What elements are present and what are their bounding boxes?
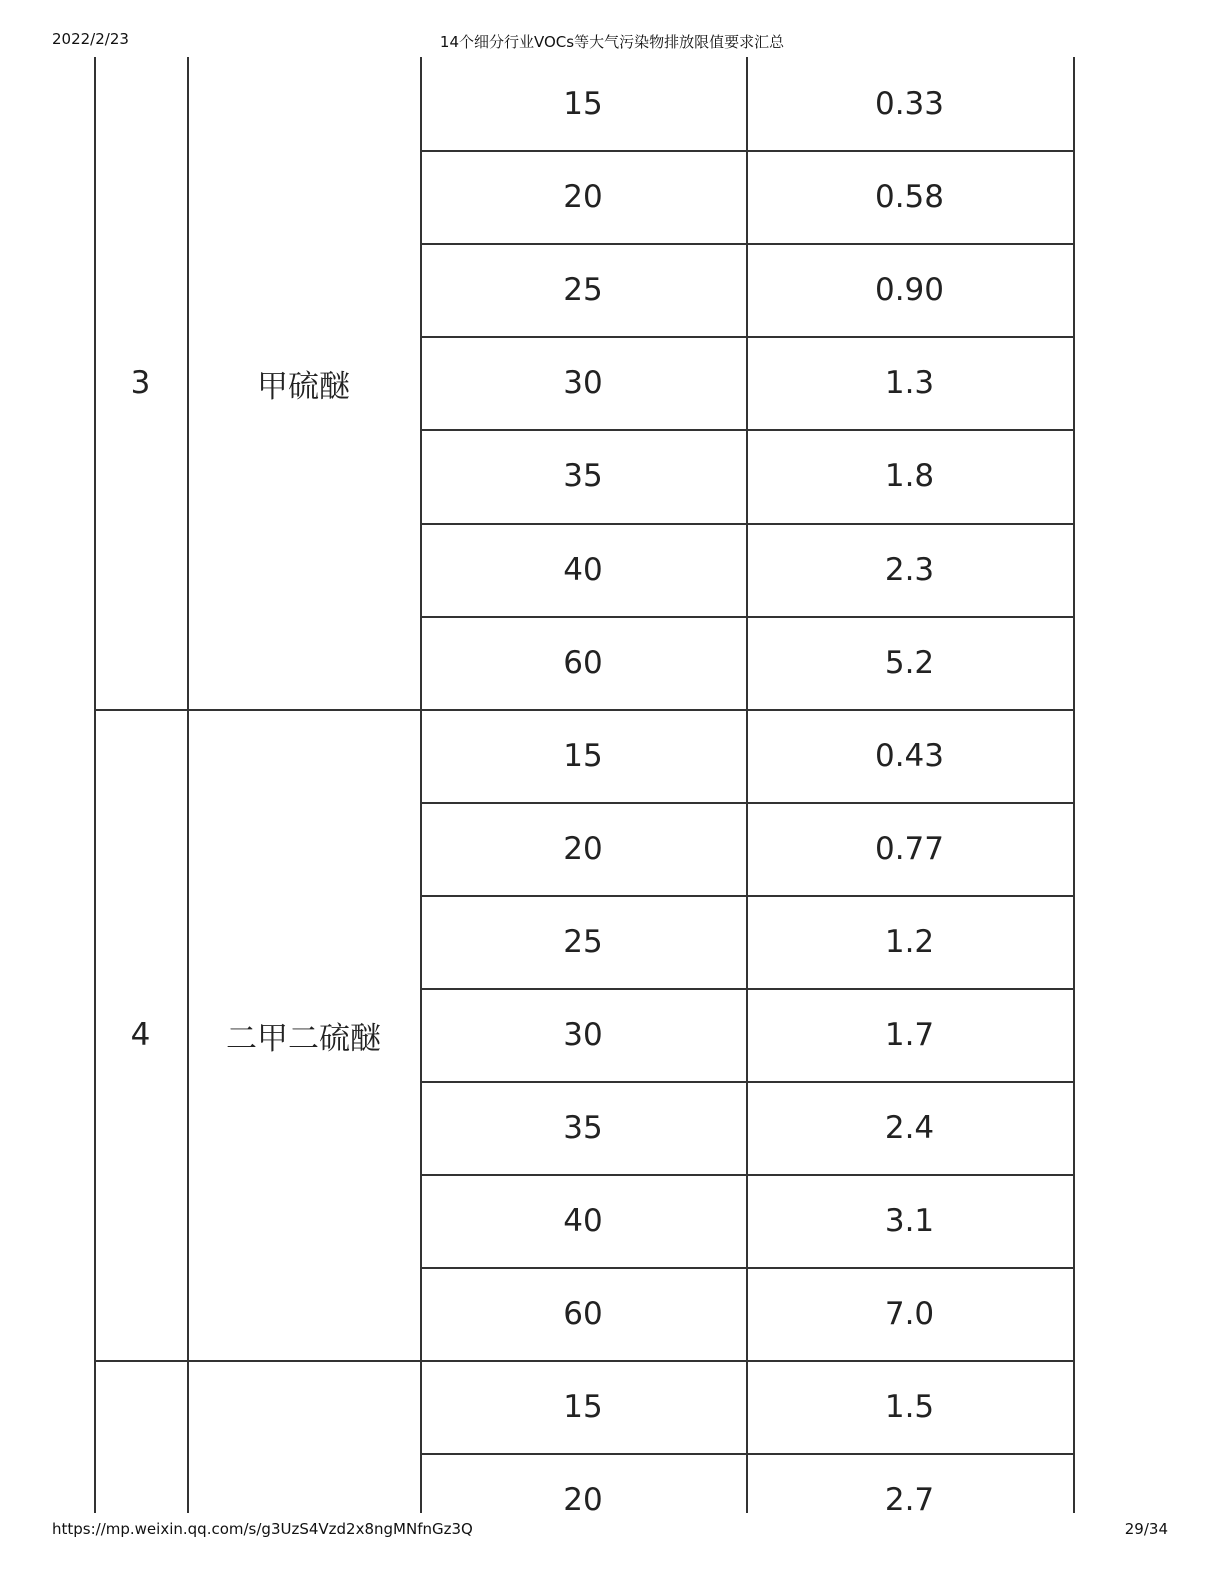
stack-height-cell: 35	[563, 457, 603, 494]
emission-rate-cell: 1.7	[884, 1016, 935, 1053]
stack-height-cell: 40	[563, 551, 603, 588]
pollutant-name-cell: 二甲二硫醚	[226, 1020, 381, 1057]
stack-height-cell: 20	[563, 1481, 603, 1513]
emission-rate-cell: 2.4	[884, 1109, 935, 1146]
emission-rate-cell: 0.90	[874, 271, 945, 308]
stack-height-cell: 60	[563, 1295, 603, 1332]
serial-number-cell: 4	[130, 1017, 151, 1053]
emission-rate-cell: 0.58	[874, 178, 945, 215]
serial-number-cell: 3	[130, 365, 151, 401]
emission-rate-cell: 2.7	[884, 1481, 935, 1513]
emission-rate-cell: 0.43	[874, 737, 945, 774]
pollutant-name-cell	[187, 1360, 420, 1513]
emission-rate-cell: 1.2	[884, 923, 935, 960]
stack-height-cell: 15	[563, 85, 603, 122]
pollutant-name-cell: 甲硫醚	[257, 368, 350, 405]
emission-limits-table	[94, 57, 1075, 1513]
serial-number-cell	[94, 1360, 187, 1513]
emission-rate-cell: 0.77	[874, 830, 945, 867]
emission-rate-cell: 7.0	[884, 1295, 935, 1332]
stack-height-cell: 25	[563, 271, 603, 308]
header-title: 14个细分行业VOCs等大气污染物排放限值要求汇总	[439, 33, 785, 51]
emission-rate-cell: 1.3	[884, 364, 935, 401]
stack-height-cell: 30	[563, 364, 603, 401]
emission-rate-cell: 3.1	[884, 1202, 935, 1239]
header-date: 2022/2/23	[52, 30, 129, 48]
page-number: 29/34	[1124, 1520, 1168, 1538]
emission-rate-cell: 1.5	[884, 1388, 935, 1425]
stack-height-cell: 15	[563, 1388, 603, 1425]
stack-height-cell: 25	[563, 923, 603, 960]
stack-height-cell: 15	[563, 737, 603, 774]
emission-rate-cell: 2.3	[884, 551, 935, 588]
table-column-border	[1073, 57, 1075, 1513]
stack-height-cell: 30	[563, 1016, 603, 1053]
emission-rate-cell: 5.2	[884, 644, 935, 681]
emission-rate-cell: 1.8	[884, 457, 935, 494]
stack-height-cell: 35	[563, 1109, 603, 1146]
stack-height-cell: 40	[563, 1202, 603, 1239]
footer-url: https://mp.weixin.qq.com/s/g3UzS4Vzd2x8ngMNfnGz3Q	[52, 1520, 473, 1538]
stack-height-cell: 20	[563, 178, 603, 215]
stack-height-cell: 60	[563, 644, 603, 681]
stack-height-cell: 20	[563, 830, 603, 867]
emission-rate-cell: 0.33	[874, 85, 945, 122]
